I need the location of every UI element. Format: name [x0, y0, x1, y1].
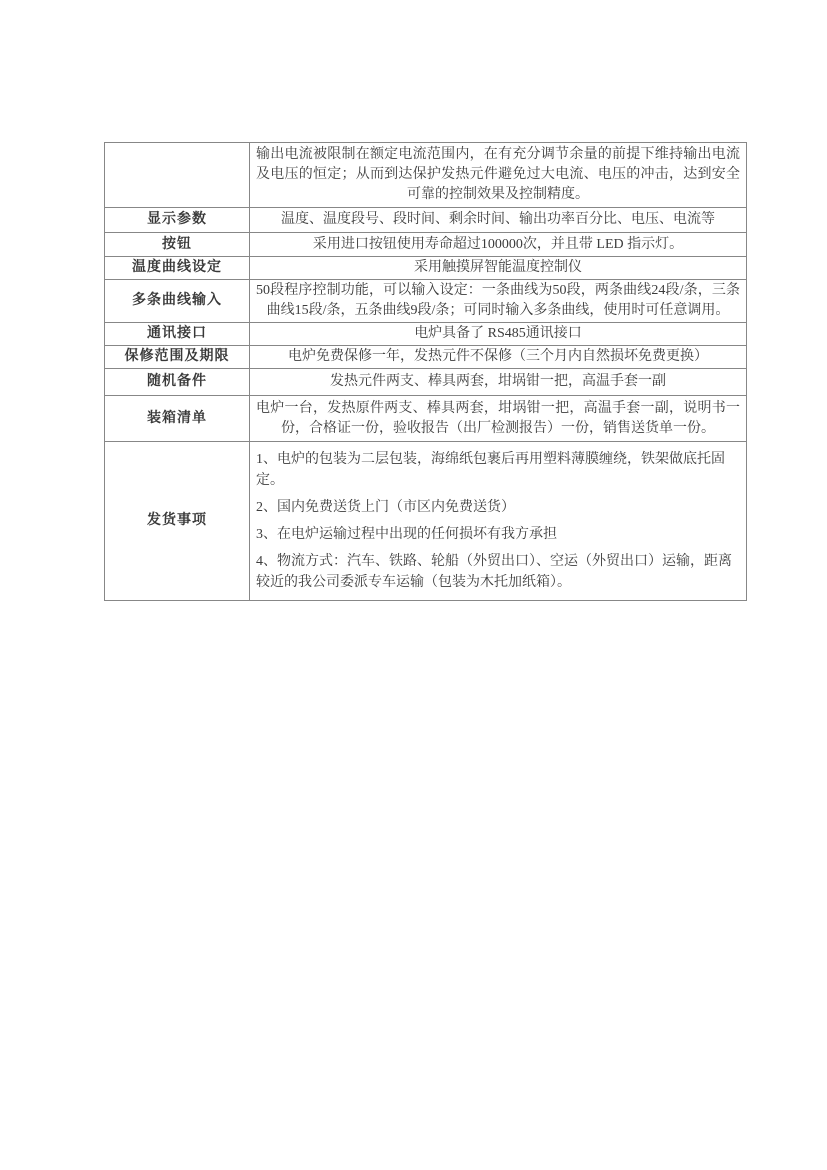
row-content: 输出电流被限制在额定电流范围内，在有充分调节余量的前提下维持输出电流及电压的恒定；从而到达保护发热元件避免过大电流、电压的冲击，达到安全可靠的控制效果及控制精度。 — [250, 143, 747, 208]
table-row — [105, 257, 747, 280]
row-content — [250, 442, 747, 601]
row-content: 电炉免费保修一年，发热元件不保修（三个月内自然损坏免费更换） — [250, 346, 747, 369]
table-row — [105, 346, 747, 369]
row-label — [105, 143, 250, 208]
row-label: 装箱清单 — [105, 396, 250, 442]
shipping-note-item: 3、在电炉运输过程中出现的任何损坏有我方承担 — [256, 527, 557, 542]
row-content: 采用进口按钮使用寿命超过100000次，并且带 LED 指示灯。 — [250, 233, 747, 257]
table-row — [105, 396, 747, 442]
row-label: 显示参数 — [105, 208, 250, 233]
row-label: 发货事项 — [105, 442, 250, 601]
row-content: 电炉具备了 RS485通讯接口 — [250, 323, 747, 346]
shipping-note-item: 1、电炉的包装为二层包装，海绵纸包裹后再用塑料薄膜缠绕，铁架做底托固定。 — [256, 452, 725, 488]
row-label: 随机备件 — [105, 369, 250, 396]
row-content: 发热元件两支、棒具两套，坩埚钳一把，高温手套一副 — [250, 369, 747, 396]
table-row — [105, 143, 747, 208]
shipping-note-item: 2、国内免费送货上门（市区内免费送货） — [256, 500, 515, 515]
table-row — [105, 208, 747, 233]
table-row — [105, 233, 747, 257]
row-content: 电炉一台，发热原件两支、棒具两套，坩埚钳一把，高温手套一副，说明书一份，合格证一份，验收报告（出厂检测报告）一份，销售送货单一份。 — [250, 396, 747, 442]
row-label: 通讯接口 — [105, 323, 250, 346]
table-row — [105, 369, 747, 396]
row-content: 50段程序控制功能，可以输入设定：一条曲线为50段，两条曲线24段/条，三条曲线15段/条，五条曲线9段/条；可同时输入多条曲线，使用时可任意调用。 — [250, 280, 747, 323]
row-label: 保修范围及期限 — [105, 346, 250, 369]
table-row — [105, 442, 747, 601]
table-row — [105, 280, 747, 323]
row-label: 温度曲线设定 — [105, 257, 250, 280]
row-label: 多条曲线输入 — [105, 280, 250, 323]
row-content: 采用触摸屏智能温度控制仪 — [250, 257, 747, 280]
table-row — [105, 323, 747, 346]
spec-table — [104, 142, 747, 601]
shipping-note-item: 4、物流方式：汽车、铁路、轮船（外贸出口）、空运（外贸出口）运输，距离较近的我公司委派专车运输（包装为木托加纸箱）。 — [256, 554, 732, 590]
row-content: 温度、温度段号、段时间、剩余时间、输出功率百分比、电压、电流等 — [250, 208, 747, 233]
row-label: 按钮 — [105, 233, 250, 257]
